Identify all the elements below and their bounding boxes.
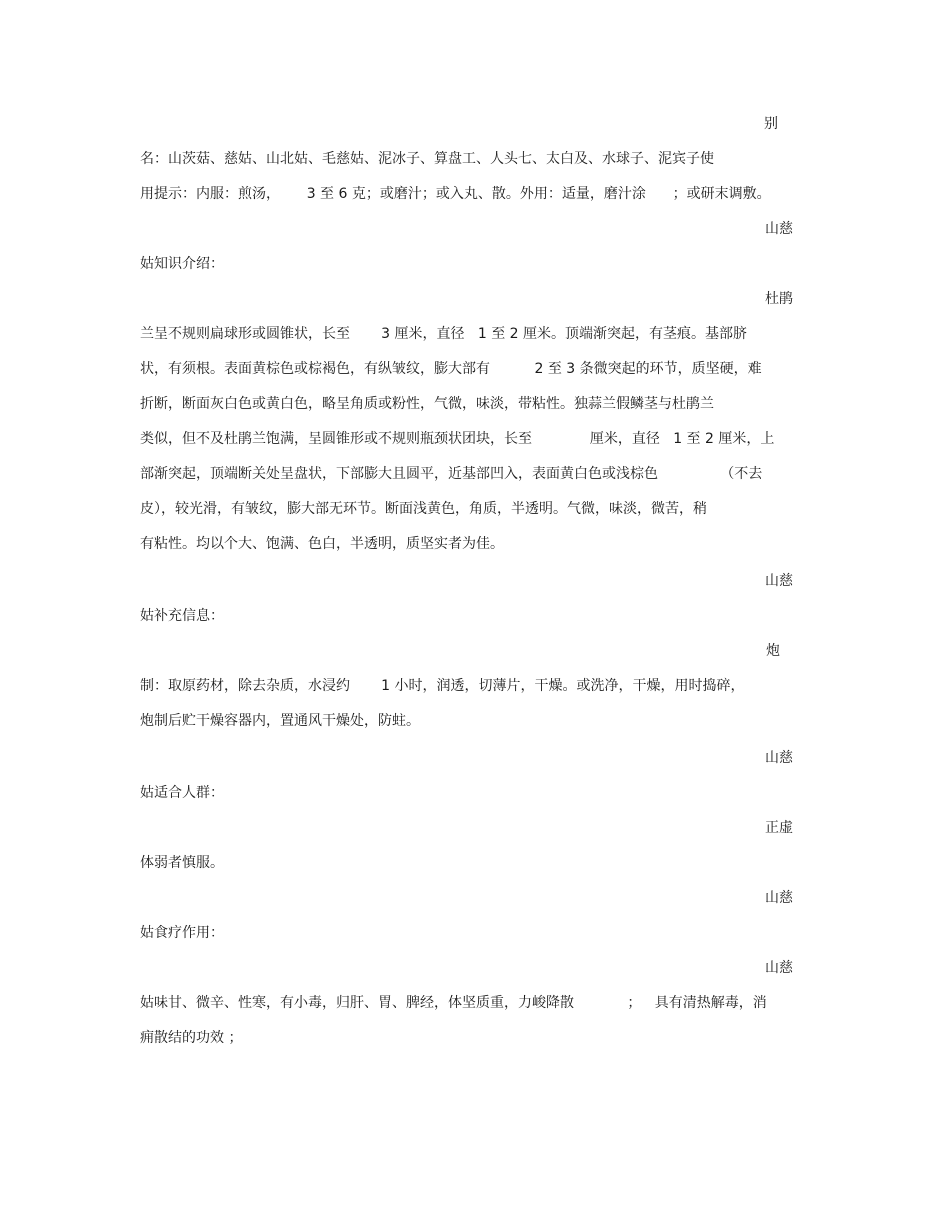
text-line: 山慈 (765, 750, 793, 766)
text-line: 类似，但不及杜鹃兰饱满，呈圆锥形或不规则瓶颈状团块，长至 厘米，直径 1 至 2 厘米，上 (140, 431, 775, 447)
text-line: 折断，断面灰白色或黄白色，略呈角质或粉性，气微，味淡，带粘性。独蒜兰假鳞茎与杜鹃兰 (140, 396, 714, 412)
text-line: 姑适合人群： (140, 785, 224, 801)
text-line: 山慈 (765, 960, 793, 976)
text-line: 部渐突起，顶端断关处呈盘状，下部膨大且圆平，近基部凹入，表面黄白色或浅棕色 （不去 (140, 466, 763, 482)
text-line: 山慈 (765, 221, 793, 237)
text-line: 姑补充信息： (140, 608, 224, 624)
text-line: 姑食疗作用： (140, 925, 224, 941)
text-line: 炮 (766, 643, 780, 659)
text-line: 制：取原药材，除去杂质，水浸约 1 小时，润透，切薄片，干燥。或洗净，干燥，用时捣碎， (140, 678, 745, 694)
text-line: 状，有须根。表面黄棕色或棕褐色，有纵皱纹，膨大部有 2 至 3 条微突起的环节，质坚硬，难 (140, 361, 762, 377)
text-line: 用提示：内服：煎汤， 3 至 6 克；或磨汁；或入丸、散。外用：适量，磨汁涂 ；或研末调敷。 (140, 186, 771, 202)
text-line: 有粘性。均以个大、饱满、色白，半透明，质坚实者为佳。 (140, 536, 504, 552)
text-line: 炮制后贮干燥容器内，置通风干燥处，防蛀。 (140, 713, 420, 729)
text-line: 山慈 (765, 890, 793, 906)
text-line: 痈散结的功效 ； (140, 1030, 243, 1046)
text-line: 别 (764, 116, 778, 132)
text-line: 杜鹃 (765, 291, 793, 307)
text-line: 名：山茨菇、慈姑、山北姑、毛慈姑、泥冰子、算盘工、人头七、太白及、水球子、泥宾子使 (140, 151, 714, 167)
text-line: 姑知识介绍： (140, 256, 224, 272)
text-line: 山慈 (765, 573, 793, 589)
text-line: 姑味甘、微辛、性寒，有小毒，归肝、胃、脾经，体坚质重，力峻降散 ； 具有清热解毒，消 (140, 995, 767, 1011)
text-line: 体弱者慎服。 (140, 855, 224, 871)
text-line: 皮），较光滑，有皱纹，膨大部无环节。断面浅黄色，角质，半透明。气微，味淡，微苦，稍 (140, 501, 707, 517)
text-line: 正虚 (765, 820, 793, 836)
text-line: 兰呈不规则扁球形或圆锥状，长至 3 厘米，直径 1 至 2 厘米。顶端渐突起，有茎痕。基部脐 (140, 326, 748, 342)
